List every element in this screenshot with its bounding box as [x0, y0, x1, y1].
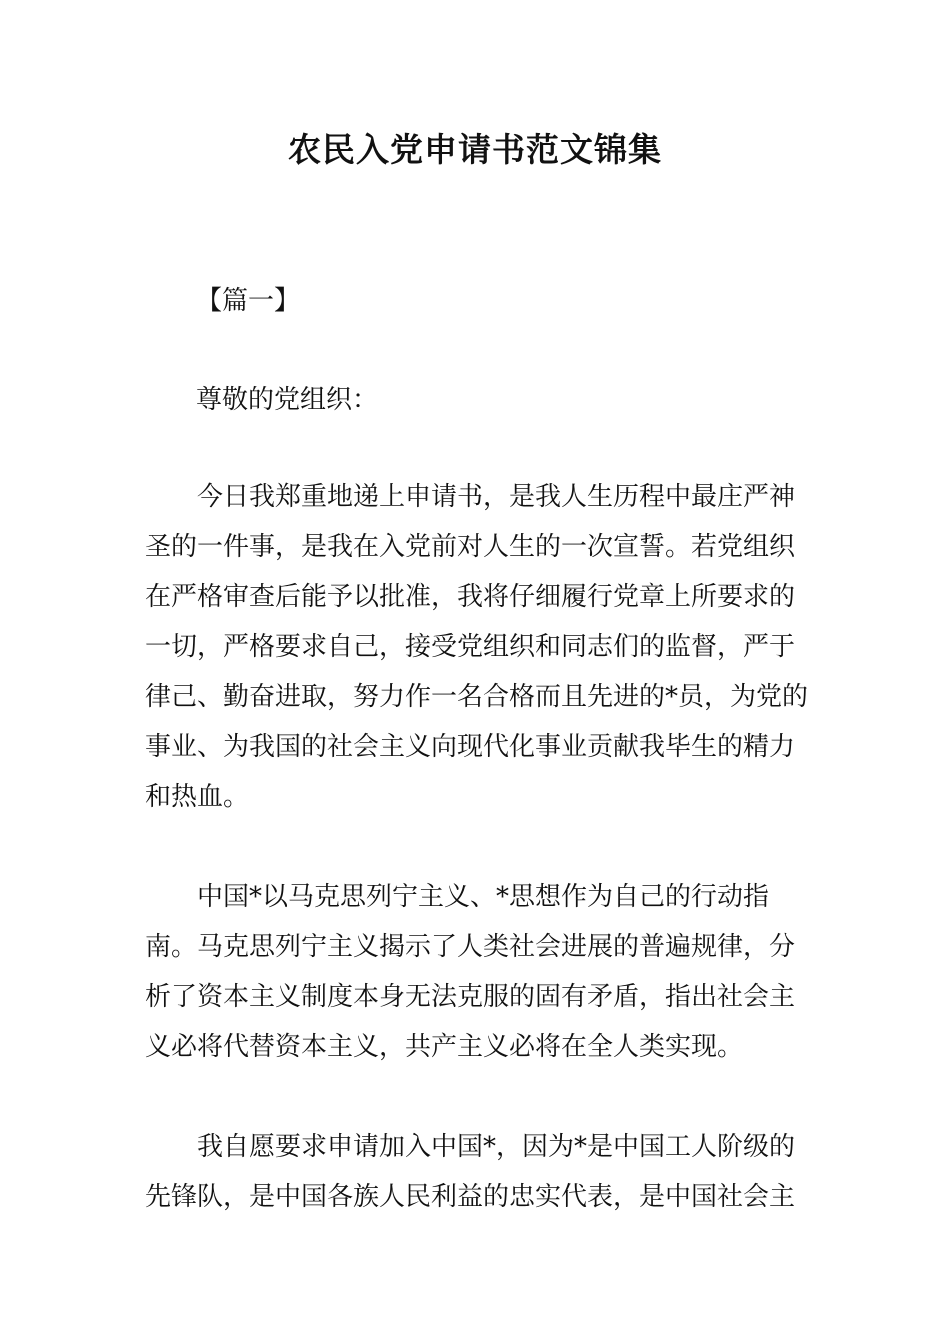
salutation: 尊敬的党组织：: [196, 385, 379, 415]
paragraph-1: 今日我郑重地递上申请书，是我人生历程中最庄严神圣的一件事，是我在入党前对人生的一次宣誓。若党组织在严格审查后能予以批准，我将仔细履行党章上所要求的一切，严格要求自己，接受党组织和同志们的监督，严于律己、勤奋进取，努力作一名合格而且先进的*员，为党的事业、为我国的社会主义向现代化事业贡献我毕生的精力和热血。: [145, 482, 809, 812]
paragraph-2: 中国*以马克思列宁主义、*思想作为自己的行动指南。马克思列宁主义揭示了人类社会进展的普遍规律，分析了资本主义制度本身无法克服的固有矛盾，指出社会主义必将代替资本主义，共产主义必将在全人类实现。: [145, 882, 796, 1062]
section-label: 【篇一】: [196, 286, 301, 316]
document-title: 农民入党申请书范文锦集: [288, 130, 662, 169]
paragraph-3: 我自愿要求申请加入中国*，因为*是中国工人阶级的先锋队，是中国各族人民利益的忠实代表，是中国社会主: [145, 1132, 796, 1212]
